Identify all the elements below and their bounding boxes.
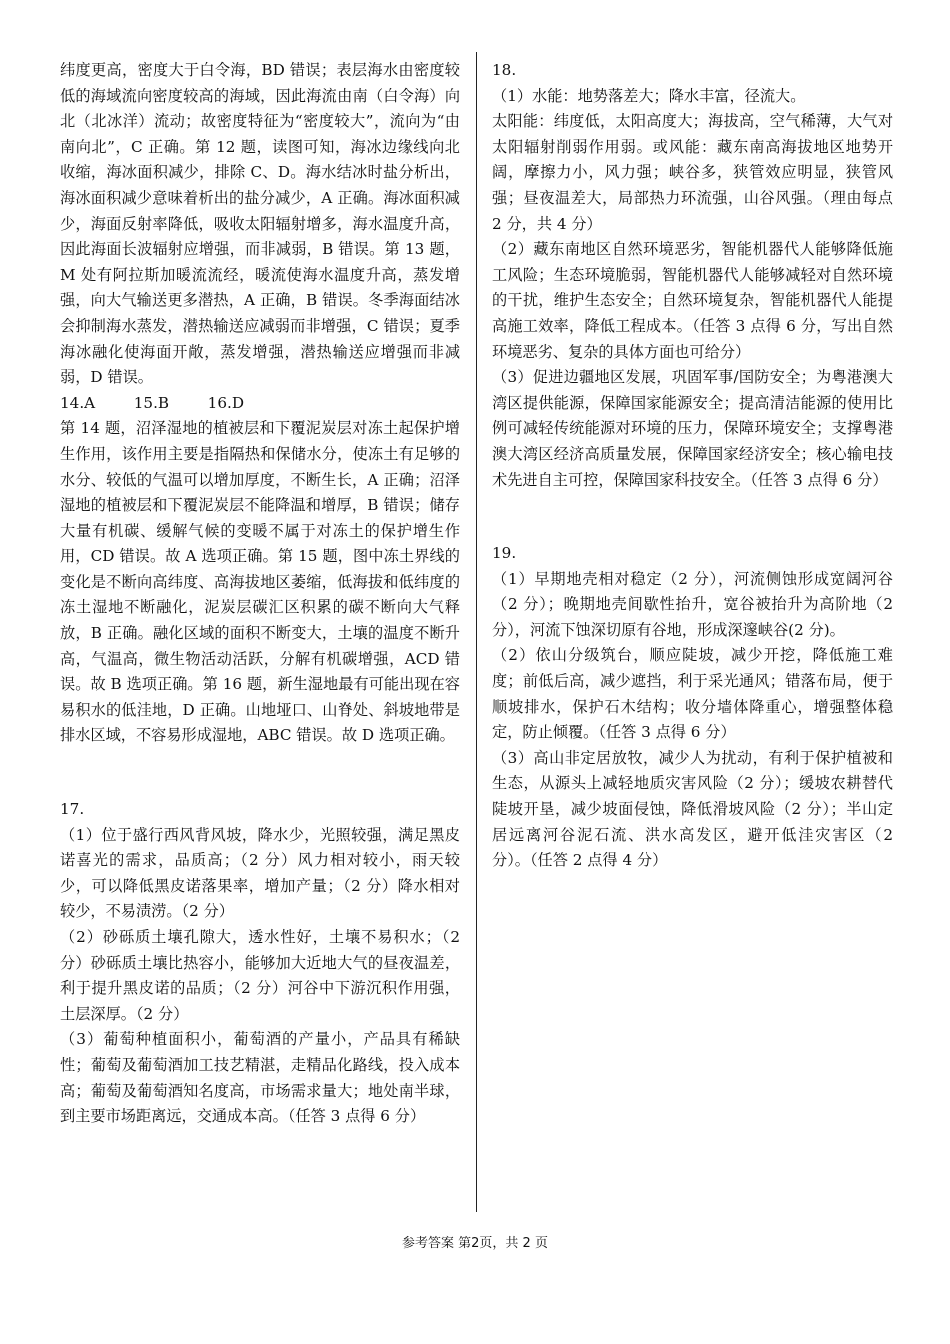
answer-17-part1: （1）位于盛行西风背风坡，降水少，光照较强，满足黑皮诺喜光的需求，品质高；（2 分）风力相对较小，雨天较少，可以降低黑皮诺落果率，增加产量；（2 分）降水相对较少，不易渍涝。（2 分） [60, 825, 460, 921]
answer-18-part1-line2: 太阳能：纬度低，太阳高度大；海拔高，空气稀薄，大气对太阳辐射削弱作用弱。或风能：藏东南高海拔地区地势开阔，摩擦力小，风力强；峡谷多，狭管效应明显，狭管风强；昼夜温差大，局部热力环流强，山谷风强。（理由每点 2 分，共 4 分） [492, 112, 893, 233]
answers-14-16: 14.A 15.B 16.D [60, 393, 245, 412]
paragraph-q14-16: 第 14 题，沼泽湿地的植被层和下覆泥炭层对冻土起保护增生作用，该作用主要是指隔热和保储水分，使冻土有足够的水分、较低的气温可以增加厚度，不断生长，A 正确；沼泽湿地的植被层和下覆泥炭层不能降温和增厚，B 错误；储存大量有机碳、缓解气候的变暖不属于对冻土的保护增生作用，CD 错误。故 A 选项正确。第 15 题，图中冻土界线的变化是不断向高纬度、高海拔地区萎缩，低海拔和低纬度的冻土湿地不断融化，泥炭层碳汇区积累的碳不断向大气释放，B 正确。融化区域的面积不断变大，土壤的温度不断升高，气温高，微生物活动活跃，分解有机碳增强，ACD 错误。故 B 选项正确。第 16 题，新生湿地最有可能出现在容易积水的低洼地，D 正确。山地垭口、山脊处、斜坡地带是排水区域，不容易形成湿地，ABC 错误。故 D 选项正确。 [60, 419, 460, 745]
question-19-number: 19. [492, 544, 517, 563]
left-column [60, 58, 460, 1130]
answer-19-part3: （3）高山非定居放牧，减少人为扰动，有利于保护植被和生态，从源头上减轻地质灾害风险（2 分）；缓坡农耕替代陡坡开垦，减少坡面侵蚀，降低滑坡风险（2 分）；半山定居远离河谷泥石流、洪水高发区，避开低洼灾害区（2 分）。（任答 2 点得 4 分） [492, 748, 893, 870]
question-18-number: 18. [492, 61, 517, 79]
answer-18-part1-line1: （1）水能：地势落差大；降水丰富，径流大。 [492, 86, 806, 105]
answer-19-part1: （1）早期地壳相对稳定（2 分），河流侧蚀形成宽阔河谷（2 分）；晚期地壳间歇性抬升，宽谷被抬升为高阶地（2 分），河流下蚀深切原有谷地，形成深邃峡谷(2 分)。 [492, 569, 893, 639]
paragraph-q11-13: 纬度更高，密度大于白令海，BD 错误；表层海水由密度较低的海域流向密度较高的海域，因此海流由南（白令海）向北（北冰洋）流动；故密度特征为“密度较大”，流向为“由南向北”，C 正确。第 12 题，读图可知，海冰边缘线向北收缩，海冰面积减少，排除 C、D。海水结冰时盐分析出，海冰面积减少意味着析出的盐分减少，A 正确。海冰面积减少，海面反射率降低，吸收太阳辐射增多，海水温度升高，因此海面长波辐射应增强，而非减弱，B 错误。第 13 题，M 处有阿拉斯加暖流流经，暖流使海水温度升高，蒸发增强，向大气输送更多潜热，A 正确，B 错误。冬季海面结冰会抑制海水蒸发，潜热输送应减弱而非增强，C 错误；夏季海冰融化使海面开敞，蒸发增强，潜热输送应增强而非减弱，D 错误。 [60, 61, 460, 387]
right-column [492, 58, 893, 874]
answer-17-part2: （2）砂砾质土壤孔隙大，透水性好，土壤不易积水；（2 分）砂砾质土壤比热容小，能够加大近地大气的昼夜温差，利于提升黑皮诺的品质；（2 分）河谷中下游沉积作用强，土层深厚。（2 分） [60, 928, 460, 1023]
answer-18-part3: （3）促进边疆地区发展，巩固军事/国防安全；为粤港澳大湾区提供能源，保障国家能源安全；提高清洁能源的使用比例可减轻传统能源对环境的压力，保障环境安全；支撑粤港澳大湾区经济高质量发展，保障国家经济安全；核心输电技术先进自主可控，保障国家科技安全。（任答 3 点得 6 分） [492, 368, 893, 489]
page-footer: 参考答案 第2页，共 2 页 [402, 1236, 548, 1251]
question-17-number: 17. [60, 800, 85, 819]
column-divider [476, 52, 477, 1212]
answer-19-part2: （2）依山分级筑台，顺应陡坡，减少开挖，降低施工难度；前低后高，减少遮挡，利于采光通风；错落布局，便于顺坡排水，保护石木结构；收分墙体降重心，增强整体稳定，防止倾覆。（任答 3 点得 6 分） [492, 646, 893, 742]
answer-18-part2: （2）藏东南地区自然环境恶劣，智能机器代人能够降低施工风险；生态环境脆弱，智能机器代人能够减轻对自然环境的干扰，维护生态安全；自然环境复杂，智能机器代人能提高施工效率，降低工程成本。（任答 3 点得 6 分，写出自然环境恶劣、复杂的具体方面也可给分） [492, 240, 893, 361]
answer-17-part3: （3）葡萄种植面积小，葡萄酒的产量小，产品具有稀缺性；葡萄及葡萄酒加工技艺精湛，走精品化路线，投入成本高；葡萄及葡萄酒知名度高，市场需求量大；地处南半球，到主要市场距离远，交通成本高。（任答 3 点得 6 分） [60, 1030, 460, 1126]
